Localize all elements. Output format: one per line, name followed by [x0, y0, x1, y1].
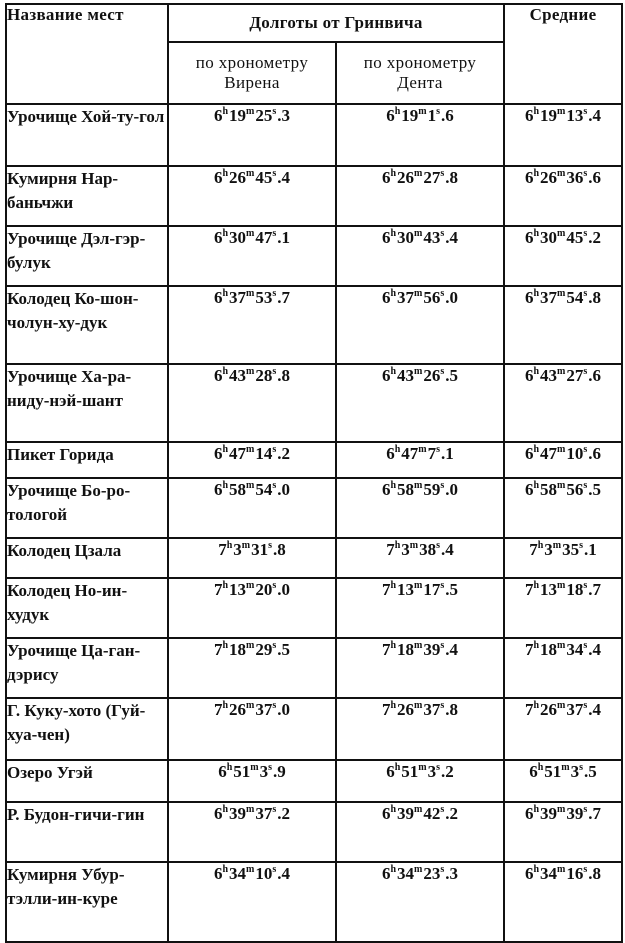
value-hours: 6	[213, 864, 223, 883]
value-seconds: 26	[423, 366, 441, 385]
dent-longitude-cell	[336, 638, 504, 698]
value-minutes: 51	[401, 762, 419, 781]
average-longitude: 6$^h$51$^m$3$^s$.5	[529, 762, 597, 781]
value-minutes: 39	[229, 804, 247, 823]
average-longitude: 6$^h$34$^m$16$^s$.8	[524, 864, 602, 883]
value-hours: 6	[524, 228, 534, 247]
average-longitude-cell	[504, 638, 622, 698]
value-minutes: 47	[401, 444, 419, 463]
value-fraction: 8	[592, 288, 602, 307]
value-fraction: 5	[449, 580, 459, 599]
place-name: Урочище Хой-ту-гол	[6, 104, 168, 166]
average-longitude: 6$^h$39$^m$39$^s$.7	[524, 804, 602, 823]
dent-longitude: 6$^h$26$^m$27$^s$.8	[381, 168, 459, 187]
value-seconds: 37	[423, 700, 441, 719]
value-seconds: 56	[423, 288, 441, 307]
value-fraction: 3	[281, 106, 291, 125]
value-seconds: 18	[566, 580, 584, 599]
average-longitude: 7$^h$18$^m$34$^s$.4	[524, 640, 602, 659]
place-name: Колодец Ко-шон-чолун-ху-дук	[6, 286, 168, 364]
value-fraction: 6	[592, 444, 602, 463]
value-fraction: 0	[281, 700, 291, 719]
place-name: Пикет Горида	[6, 442, 168, 478]
viren-longitude-cell	[168, 166, 336, 226]
value-fraction: 4	[281, 864, 291, 883]
value-minutes: 26	[540, 700, 558, 719]
value-hours: 6	[213, 804, 223, 823]
value-minutes: 37	[397, 288, 415, 307]
average-longitude-cell	[504, 578, 622, 638]
dent-longitude-cell	[336, 166, 504, 226]
value-hours: 6	[381, 228, 391, 247]
value-fraction: 2	[445, 762, 454, 781]
viren-longitude-cell	[168, 442, 336, 478]
value-fraction: 5	[281, 640, 291, 659]
table-row	[6, 638, 622, 698]
average-longitude: 6$^h$30$^m$45$^s$.2	[524, 228, 602, 247]
value-fraction: 9	[277, 762, 286, 781]
value-seconds: 36	[566, 168, 584, 187]
table-row	[6, 478, 622, 538]
value-seconds: 53	[255, 288, 273, 307]
viren-longitude: 7$^h$26$^m$37$^s$.0	[213, 700, 291, 719]
value-hours: 6	[213, 228, 223, 247]
value-minutes: 51	[233, 762, 251, 781]
viren-longitude-cell	[168, 578, 336, 638]
value-hours: 6	[213, 444, 223, 463]
value-hours: 6	[213, 288, 223, 307]
place-name: Колодец Цзала	[6, 538, 168, 578]
viren-longitude: 7$^h$3$^m$31$^s$.8	[218, 540, 286, 559]
average-longitude-cell	[504, 802, 622, 862]
value-minutes: 34	[229, 864, 247, 883]
average-longitude: 6$^h$43$^m$27$^s$.6	[524, 366, 602, 385]
value-minutes: 39	[397, 804, 415, 823]
value-seconds: 59	[423, 480, 441, 499]
value-seconds: 45	[566, 228, 584, 247]
value-hours: 6	[381, 864, 391, 883]
value-hours: 7	[386, 540, 395, 559]
place-name: Колодец Но-ин-худук	[6, 578, 168, 638]
value-hours: 7	[381, 580, 391, 599]
value-minutes: 26	[229, 168, 247, 187]
value-minutes: 43	[397, 366, 415, 385]
average-longitude-cell	[504, 442, 622, 478]
viren-longitude-cell	[168, 698, 336, 760]
value-hours: 6	[381, 480, 391, 499]
average-longitude-cell	[504, 760, 622, 802]
value-minutes: 26	[229, 700, 247, 719]
value-hours: 6	[524, 168, 534, 187]
viren-longitude-cell	[168, 638, 336, 698]
value-fraction: 2	[449, 804, 459, 823]
value-seconds: 39	[566, 804, 584, 823]
value-hours: 7	[213, 700, 223, 719]
value-fraction: 1	[281, 228, 291, 247]
place-name: Озеро Угэй	[6, 760, 168, 802]
header-viren-line1: по хронометру	[195, 53, 309, 72]
value-seconds: 27	[566, 366, 584, 385]
value-hours: 6	[218, 762, 227, 781]
value-seconds: 7	[427, 444, 437, 463]
value-seconds: 42	[423, 804, 441, 823]
value-minutes: 18	[229, 640, 247, 659]
table-row	[6, 862, 622, 942]
value-fraction: 2	[592, 228, 602, 247]
value-minutes: 34	[397, 864, 415, 883]
value-fraction: 4	[445, 540, 454, 559]
average-longitude-cell	[504, 286, 622, 364]
value-hours: 6	[381, 168, 391, 187]
viren-longitude: 6$^h$34$^m$10$^s$.4	[213, 864, 291, 883]
viren-longitude-cell	[168, 478, 336, 538]
place-name: Урочище Ца-ган-дэрису	[6, 638, 168, 698]
value-fraction: 7	[281, 288, 291, 307]
viren-longitude-cell	[168, 364, 336, 442]
place-name: Урочище Бо-ро-тологой	[6, 478, 168, 538]
value-minutes: 19	[540, 106, 558, 125]
dent-longitude: 6$^h$19$^m$1$^s$.6	[386, 106, 454, 125]
value-seconds: 37	[255, 700, 273, 719]
value-fraction: 2	[281, 444, 291, 463]
average-longitude: 6$^h$37$^m$54$^s$.8	[524, 288, 602, 307]
value-fraction: 0	[281, 480, 291, 499]
value-fraction: 5	[592, 480, 602, 499]
viren-longitude: 6$^h$51$^m$3$^s$.9	[218, 762, 286, 781]
value-minutes: 26	[397, 700, 415, 719]
dent-longitude-cell	[336, 578, 504, 638]
average-longitude-cell	[504, 538, 622, 578]
viren-longitude: 7$^h$13$^m$20$^s$.0	[213, 580, 291, 599]
table-row	[6, 286, 622, 364]
value-hours: 7	[218, 540, 227, 559]
value-seconds: 14	[255, 444, 273, 463]
value-minutes: 3	[544, 540, 553, 559]
value-seconds: 20	[255, 580, 273, 599]
value-minutes: 18	[540, 640, 558, 659]
value-seconds: 27	[423, 168, 441, 187]
dent-longitude: 6$^h$51$^m$3$^s$.2	[386, 762, 454, 781]
table-row	[6, 538, 622, 578]
value-minutes: 37	[540, 288, 558, 307]
dent-longitude-cell	[336, 760, 504, 802]
dent-longitude-cell	[336, 862, 504, 942]
table-row	[6, 802, 622, 862]
viren-longitude-cell	[168, 286, 336, 364]
value-seconds: 45	[255, 168, 273, 187]
dent-longitude: 6$^h$43$^m$26$^s$.5	[381, 366, 459, 385]
value-minutes: 3	[233, 540, 242, 559]
table-body	[6, 104, 622, 942]
value-minutes: 51	[544, 762, 562, 781]
value-hours: 6	[381, 288, 391, 307]
header-greenwich-longitudes: Долготы от Гринвича	[168, 4, 504, 42]
value-fraction: 8	[449, 700, 459, 719]
viren-longitude: 6$^h$19$^m$25$^s$.3	[213, 106, 291, 125]
value-minutes: 26	[540, 168, 558, 187]
value-minutes: 58	[229, 480, 247, 499]
viren-longitude: 6$^h$58$^m$54$^s$.0	[213, 480, 291, 499]
value-fraction: 6	[445, 106, 454, 125]
value-fraction: 4	[281, 168, 291, 187]
value-seconds: 38	[419, 540, 437, 559]
value-fraction: 3	[449, 864, 459, 883]
average-longitude: 6$^h$47$^m$10$^s$.6	[524, 444, 602, 463]
value-minutes: 3	[401, 540, 410, 559]
value-fraction: 4	[449, 228, 459, 247]
table-row	[6, 578, 622, 638]
value-minutes: 26	[397, 168, 415, 187]
header-dent-line1: по хронометру	[363, 53, 477, 72]
value-seconds: 3	[427, 762, 437, 781]
value-hours: 7	[524, 700, 534, 719]
header-viren-line2: Вирена	[224, 73, 280, 92]
place-name: Кумирня Убур-тэлли-ин-куре	[6, 862, 168, 942]
value-minutes: 19	[401, 106, 419, 125]
value-seconds: 25	[255, 106, 273, 125]
viren-longitude: 7$^h$18$^m$29$^s$.5	[213, 640, 291, 659]
viren-longitude: 6$^h$26$^m$45$^s$.4	[213, 168, 291, 187]
longitude-table	[5, 3, 623, 943]
value-minutes: 18	[397, 640, 415, 659]
value-fraction: 2	[281, 804, 291, 823]
table-row	[6, 760, 622, 802]
dent-longitude-cell	[336, 802, 504, 862]
value-hours: 6	[381, 366, 391, 385]
table-row	[6, 104, 622, 166]
dent-longitude-cell	[336, 364, 504, 442]
header-chronometer-viren	[168, 42, 336, 104]
value-fraction: 4	[592, 640, 602, 659]
value-hours: 7	[524, 580, 534, 599]
value-hours: 6	[213, 106, 223, 125]
value-seconds: 29	[255, 640, 273, 659]
viren-longitude-cell	[168, 862, 336, 942]
value-fraction: 4	[449, 640, 459, 659]
value-seconds: 16	[566, 864, 584, 883]
header-row	[6, 4, 622, 42]
value-hours: 6	[524, 804, 534, 823]
place-name: Кумирня Нар-баньчжи	[6, 166, 168, 226]
value-fraction: 8	[449, 168, 459, 187]
value-minutes: 13	[540, 580, 558, 599]
value-hours: 6	[524, 366, 534, 385]
average-longitude-cell	[504, 104, 622, 166]
value-hours: 7	[381, 640, 391, 659]
value-fraction: 6	[592, 366, 602, 385]
dent-longitude: 6$^h$58$^m$59$^s$.0	[381, 480, 459, 499]
dent-longitude: 6$^h$37$^m$56$^s$.0	[381, 288, 459, 307]
value-minutes: 39	[540, 804, 558, 823]
value-minutes: 30	[397, 228, 415, 247]
value-fraction: 1	[588, 540, 597, 559]
value-minutes: 13	[397, 580, 415, 599]
value-hours: 6	[386, 762, 395, 781]
place-name: Р. Будон-гичи-гин	[6, 802, 168, 862]
value-seconds: 54	[566, 288, 584, 307]
value-seconds: 13	[566, 106, 584, 125]
value-hours: 6	[524, 864, 534, 883]
value-hours: 6	[386, 444, 395, 463]
value-fraction: 8	[277, 540, 286, 559]
value-fraction: 0	[449, 288, 459, 307]
value-minutes: 37	[229, 288, 247, 307]
place-name: Урочище Ха-ра-ниду-нэй-шант	[6, 364, 168, 442]
value-seconds: 10	[566, 444, 584, 463]
value-hours: 7	[213, 580, 223, 599]
value-fraction: 0	[449, 480, 459, 499]
value-seconds: 54	[255, 480, 273, 499]
table-row	[6, 166, 622, 226]
viren-longitude-cell	[168, 538, 336, 578]
value-seconds: 1	[427, 106, 437, 125]
value-hours: 6	[529, 762, 538, 781]
value-seconds: 35	[562, 540, 580, 559]
viren-longitude: 6$^h$37$^m$53$^s$.7	[213, 288, 291, 307]
value-fraction: 8	[592, 864, 602, 883]
place-name: Г. Куку-хото (Гуй-хуа-чен)	[6, 698, 168, 760]
value-fraction: 7	[592, 580, 602, 599]
value-fraction: 5	[449, 366, 459, 385]
value-seconds: 17	[423, 580, 441, 599]
dent-longitude-cell	[336, 698, 504, 760]
average-longitude-cell	[504, 166, 622, 226]
table-row	[6, 226, 622, 286]
value-seconds: 10	[255, 864, 273, 883]
value-fraction: 0	[281, 580, 291, 599]
value-minutes: 58	[397, 480, 415, 499]
value-seconds: 3	[259, 762, 269, 781]
value-hours: 7	[524, 640, 534, 659]
dent-longitude: 6$^h$39$^m$42$^s$.2	[381, 804, 459, 823]
value-seconds: 31	[251, 540, 269, 559]
viren-longitude-cell	[168, 104, 336, 166]
value-fraction: 7	[592, 804, 602, 823]
value-minutes: 34	[540, 864, 558, 883]
dent-longitude: 7$^h$26$^m$37$^s$.8	[381, 700, 459, 719]
dent-longitude-cell	[336, 226, 504, 286]
value-seconds: 39	[423, 640, 441, 659]
value-fraction: 1	[445, 444, 454, 463]
value-minutes: 43	[540, 366, 558, 385]
average-longitude: 7$^h$13$^m$18$^s$.7	[524, 580, 602, 599]
value-minutes: 30	[540, 228, 558, 247]
value-fraction: 8	[281, 366, 291, 385]
value-hours: 6	[524, 106, 534, 125]
dent-longitude-cell	[336, 286, 504, 364]
value-hours: 6	[524, 288, 534, 307]
dent-longitude: 6$^h$30$^m$43$^s$.4	[381, 228, 459, 247]
value-minutes: 19	[229, 106, 247, 125]
value-hours: 6	[386, 106, 395, 125]
value-minutes: 13	[229, 580, 247, 599]
value-minutes: 47	[540, 444, 558, 463]
dent-longitude: 7$^h$13$^m$17$^s$.5	[381, 580, 459, 599]
table-row	[6, 698, 622, 760]
average-longitude-cell	[504, 862, 622, 942]
average-longitude-cell	[504, 478, 622, 538]
place-name: Урочище Дэл-гэр-булук	[6, 226, 168, 286]
dent-longitude: 7$^h$18$^m$39$^s$.4	[381, 640, 459, 659]
dent-longitude: 7$^h$3$^m$38$^s$.4	[386, 540, 454, 559]
value-fraction: 6	[592, 168, 602, 187]
dent-longitude-cell	[336, 104, 504, 166]
value-hours: 6	[381, 804, 391, 823]
average-longitude-cell	[504, 698, 622, 760]
viren-longitude-cell	[168, 802, 336, 862]
value-seconds: 28	[255, 366, 273, 385]
viren-longitude: 6$^h$39$^m$37$^s$.2	[213, 804, 291, 823]
value-minutes: 58	[540, 480, 558, 499]
value-seconds: 23	[423, 864, 441, 883]
average-longitude-cell	[504, 226, 622, 286]
dent-longitude-cell	[336, 442, 504, 478]
average-longitude: 6$^h$19$^m$13$^s$.4	[524, 106, 602, 125]
value-fraction: 5	[588, 762, 597, 781]
value-minutes: 43	[229, 366, 247, 385]
value-fraction: 4	[592, 700, 602, 719]
viren-longitude-cell	[168, 760, 336, 802]
value-hours: 6	[213, 366, 223, 385]
viren-longitude: 6$^h$30$^m$47$^s$.1	[213, 228, 291, 247]
value-hours: 6	[213, 168, 223, 187]
value-hours: 7	[381, 700, 391, 719]
dent-longitude: 6$^h$47$^m$7$^s$.1	[386, 444, 454, 463]
viren-longitude-cell	[168, 226, 336, 286]
table-row	[6, 442, 622, 478]
average-longitude: 7$^h$26$^m$37$^s$.4	[524, 700, 602, 719]
value-hours: 6	[213, 480, 223, 499]
header-chronometer-dent	[336, 42, 504, 104]
table-row	[6, 364, 622, 442]
header-place-name: Название мест	[6, 4, 168, 104]
average-longitude-cell	[504, 364, 622, 442]
average-longitude: 6$^h$26$^m$36$^s$.6	[524, 168, 602, 187]
value-hours: 6	[524, 480, 534, 499]
value-hours: 7	[529, 540, 538, 559]
dent-longitude-cell	[336, 478, 504, 538]
value-seconds: 37	[566, 700, 584, 719]
value-seconds: 56	[566, 480, 584, 499]
value-hours: 7	[213, 640, 223, 659]
dent-longitude-cell	[336, 538, 504, 578]
viren-longitude: 6$^h$47$^m$14$^s$.2	[213, 444, 291, 463]
value-seconds: 43	[423, 228, 441, 247]
value-minutes: 47	[229, 444, 247, 463]
value-minutes: 30	[229, 228, 247, 247]
value-seconds: 47	[255, 228, 273, 247]
dent-longitude: 6$^h$34$^m$23$^s$.3	[381, 864, 459, 883]
header-dent-line2: Дента	[397, 73, 443, 92]
value-seconds: 3	[570, 762, 580, 781]
value-hours: 6	[524, 444, 534, 463]
viren-longitude: 6$^h$43$^m$28$^s$.8	[213, 366, 291, 385]
value-seconds: 34	[566, 640, 584, 659]
average-longitude: 7$^h$3$^m$35$^s$.1	[529, 540, 597, 559]
average-longitude: 6$^h$58$^m$56$^s$.5	[524, 480, 602, 499]
value-seconds: 37	[255, 804, 273, 823]
value-fraction: 4	[592, 106, 602, 125]
header-average: Средние	[504, 4, 622, 104]
